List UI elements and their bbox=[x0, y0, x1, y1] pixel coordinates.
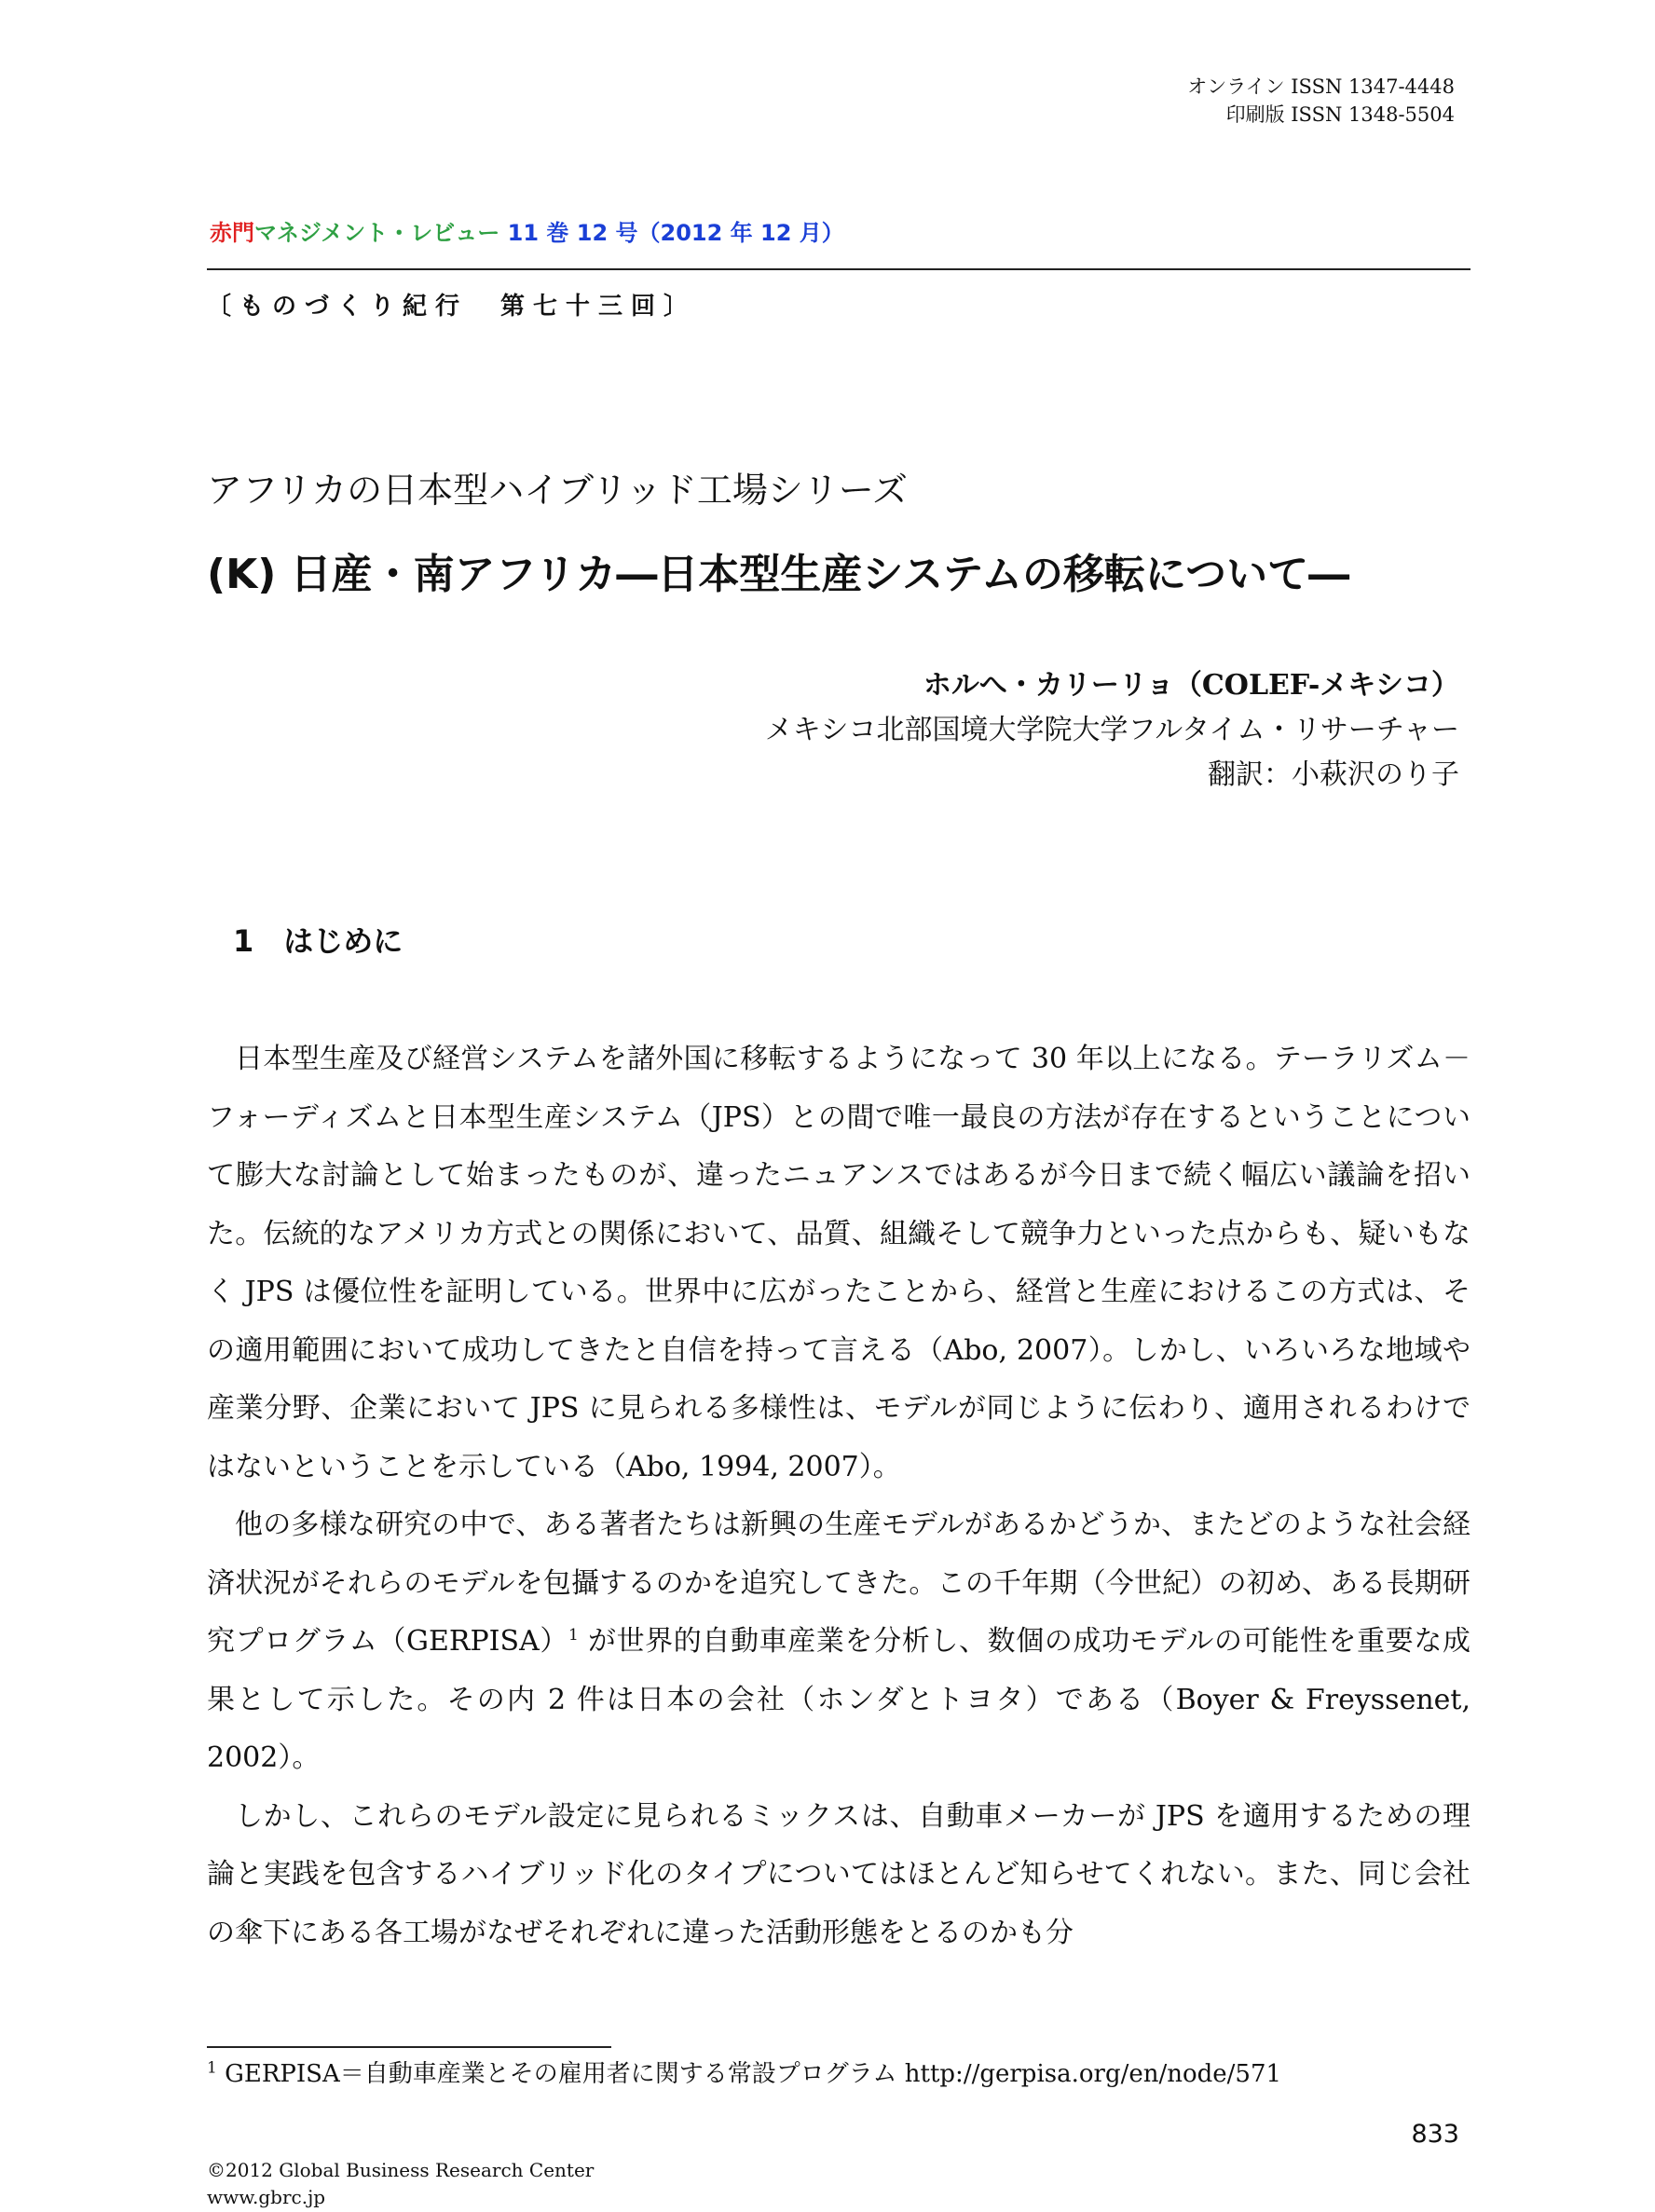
copyright-block bbox=[207, 2157, 594, 2211]
journal-name-red: 赤門 bbox=[210, 220, 254, 246]
footnote-mark: 1 bbox=[207, 2058, 217, 2078]
paragraph-3: しかし、これらのモデル設定に見られるミックスは、自動車メーカーが JPS を適用するための理論と実践を包含するハイブリッド化のタイプについてはほとんど知らせてくれない。また、同じ会社の傘下にある各工場がなぜそれぞれに違った活動形態をとるのかも分 bbox=[207, 1799, 1470, 1949]
series-title: アフリカの日本型ハイブリッド工場シリーズ bbox=[207, 470, 909, 511]
author-affiliation: メキシコ北部国境大学院大学フルタイム・リサーチャー bbox=[764, 714, 1459, 746]
translator: 翻訳：小萩沢のり子 bbox=[1208, 758, 1459, 791]
author-block bbox=[765, 663, 1459, 798]
footnote-reference: 1 bbox=[568, 1626, 579, 1645]
paragraph-2-part-a: 他の多様な研究の中で、ある著者たちは新興の生産モデルがあるかどうか、またどのような社会経済状況がそれらのモデルを包攝するのかを追究してきた。この千年期（今世紀）の初め、ある長期研究プログラム（GERPISA） bbox=[207, 1509, 1470, 1658]
journal-issue: 11 巻 12 号（2012 年 12 月） bbox=[499, 220, 844, 246]
section-heading: 1 はじめに bbox=[233, 923, 403, 959]
issn-block bbox=[1187, 73, 1455, 129]
paragraph-1: 日本型生産及び経営システムを諸外国に移転するようになって 30 年以上になる。テーラリズム－フォーディズムと日本型生産システム（JPS）との間で唯一最良の方法が存在するということについて膨大な討論として始まったものが、違ったニュアンスではあるが今日まで続く幅広い議論を招いた。伝統的なアメリカ方式との関係において、品質、組織そして競争力といった点からも、疑いもなく JPS は優位性を証明している。世界中に広がったことから、経営と生産におけるこの方式は、その適用範囲において成功してきたと自信を持って言える（Abo, 2007）。しかし、いろいろな地域や産業分野、企業において JPS に見られる多様性は、モデルが同じように伝わり、適用されるわけではないということを示している（Abo, 1994, 2007）。 bbox=[207, 1043, 1470, 1483]
article-title: (K) 日産・南アフリカ―日本型生産システムの移転について― bbox=[207, 551, 1350, 598]
series-label: 〔ものづくり紀行 第七十三回〕 bbox=[207, 293, 697, 321]
author-name: ホルへ・カリーリョ（COLEF-メキシコ） bbox=[923, 669, 1459, 702]
paragraph-2 bbox=[207, 1496, 1470, 1788]
website-link[interactable]: www.gbrc.jp bbox=[207, 2186, 326, 2208]
paragraph-2-part-b: が世界的自動車産業を分析し、数個の成功モデルの可能性を重要な成果として示した。その内 2 件は日本の会社（ホンダとトヨタ）である（Boyer & Freyssenet, 2002）。 bbox=[207, 1625, 1470, 1774]
copyright-text: ©2012 Global Business Research Center bbox=[207, 2159, 595, 2181]
body-text bbox=[207, 1031, 1470, 1962]
footnote-text: GERPISA＝自動車産業とその雇用者に関する常設プログラム http://gerpisa.org/en/node/571 bbox=[225, 2060, 1282, 2088]
header-divider bbox=[207, 268, 1470, 270]
page-number: 833 bbox=[1411, 2120, 1459, 2149]
journal-header bbox=[210, 214, 844, 247]
footnote-divider bbox=[207, 2046, 611, 2048]
issn-online: オンライン ISSN 1347-4448 bbox=[1187, 75, 1455, 98]
issn-print: 印刷版 ISSN 1348-5504 bbox=[1225, 103, 1455, 126]
journal-name-green: マネジメント・レビュー bbox=[254, 220, 500, 246]
footnote bbox=[207, 2055, 1281, 2089]
